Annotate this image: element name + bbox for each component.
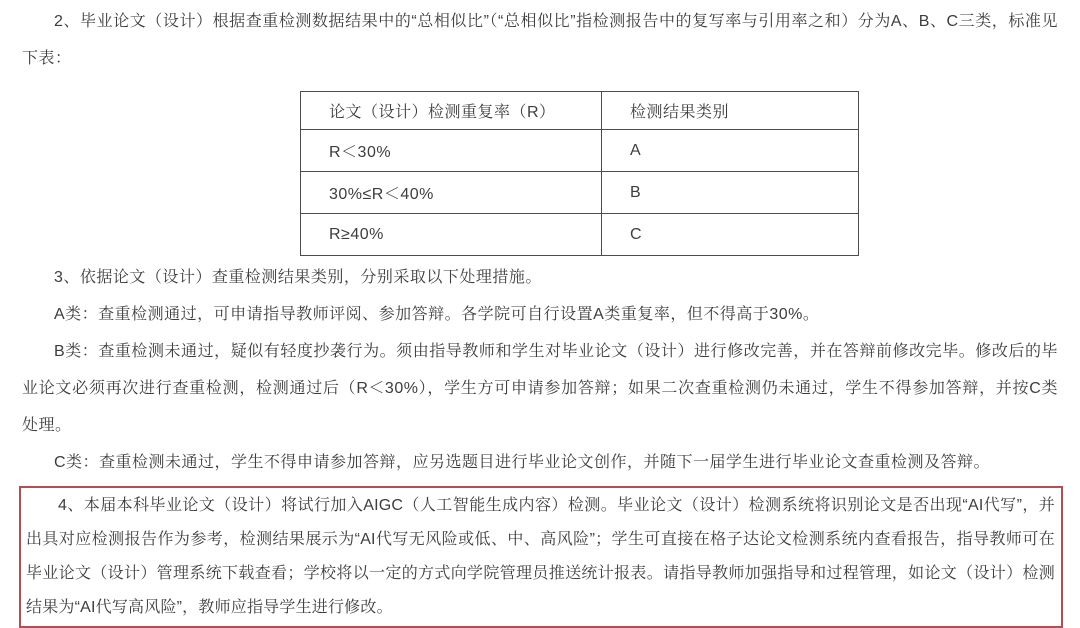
table-row bbox=[301, 214, 859, 256]
table-cell-rate: R＜30% bbox=[301, 130, 602, 172]
table-cell-category: B bbox=[602, 172, 859, 214]
paragraph-class-b: B类：查重检测未通过，疑似有轻度抄袭行为。须由指导教师和学生对毕业论文（设计）进行修改完善，并在答辩前修改完毕。修改后的毕业论文必须再次进行查重检测，检测通过后（R＜30%），学生方可申请参加答辩；如果二次查重检测仍未通过，学生不得参加答辩，并按C类处理。 bbox=[22, 343, 1058, 434]
table-header-row bbox=[301, 92, 859, 130]
table-cell-rate: 30%≤R＜40% bbox=[301, 172, 602, 214]
paragraph-item-3: 3、依据论文（设计）查重检测结果类别，分别采取以下处理措施。 bbox=[54, 269, 542, 286]
paragraph-item-4: 4、本届本科毕业论文（设计）将试行加入AIGC（人工智能生成内容）检测。毕业论文（设计）检测系统将识别论文是否出现“AI代写”，并出具对应检测报告作为参考，检测结果展示为“AI代写无风险或低、中、高风险”；学生可直接在格子达论文检测系统内查看报告，指导教师可在毕业论文（设计）管理系统下载查看；学校将以一定的方式向学院管理员推送统计报表。请指导教师加强指导和过程管理，如论文（设计）检测结果为“AI代写高风险”，教师应指导学生进行修改。 bbox=[26, 497, 1055, 616]
paragraph-class-c: C类：查重检测未通过，学生不得申请参加答辩，应另选题目进行毕业论文创作，并随下一届学生进行毕业论文查重检测及答辩。 bbox=[54, 454, 991, 471]
table-row bbox=[301, 130, 859, 172]
highlight-box bbox=[19, 486, 1063, 628]
paragraph-item-2: 2、毕业论文（设计）根据查重检测数据结果中的“总相似比”（“总相似比”指检测报告中的复写率与引用率之和）分为A、B、C三类，标准见下表： bbox=[22, 13, 1058, 67]
table-cell-rate: R≥40% bbox=[301, 214, 602, 256]
table-cell-category: C bbox=[602, 214, 859, 256]
table-cell-category: A bbox=[602, 130, 859, 172]
table-header-category: 检测结果类别 bbox=[602, 92, 859, 130]
repetition-rate-table bbox=[300, 91, 859, 256]
table-row bbox=[301, 172, 859, 214]
paragraph-class-a: A类：查重检测通过，可申请指导教师评阅、参加答辩。各学院可自行设置A类重复率，但不得高于30%。 bbox=[54, 306, 820, 323]
table-header-rate: 论文（设计）检测重复率（R） bbox=[301, 92, 602, 130]
